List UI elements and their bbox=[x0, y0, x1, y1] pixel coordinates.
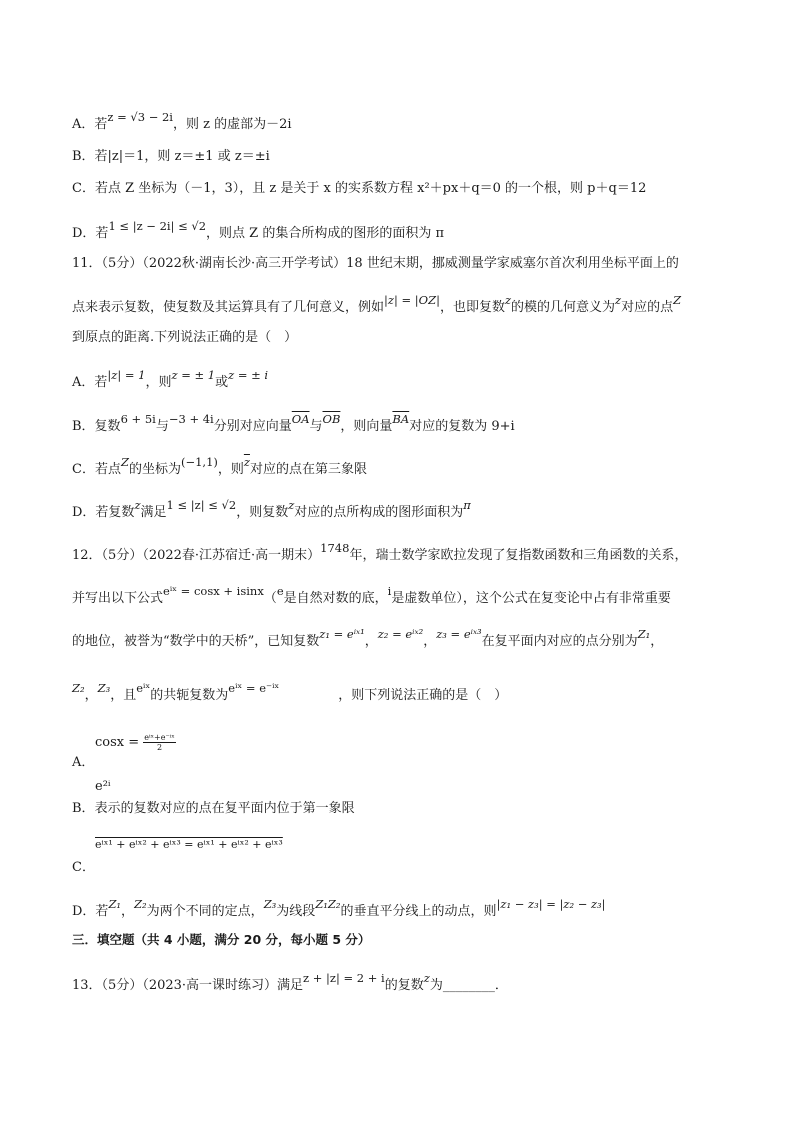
q12-l4-m1: Z₂ bbox=[72, 681, 85, 695]
q12-l2-b: （ bbox=[263, 591, 277, 606]
q12-d-m2: Z₂ bbox=[134, 897, 147, 911]
q11-b-m4: $\overline{OB}$ bbox=[322, 412, 341, 426]
q12-stem-line3 bbox=[72, 627, 664, 649]
q12-l4-m4: eⁱˣ = e⁻ⁱˣ bbox=[228, 681, 280, 695]
q12-l2-d: 是虚数单位），这个公式在复变论中占有非常重要 bbox=[391, 591, 671, 606]
q13-post: 为________． bbox=[429, 978, 508, 993]
q12-l1-a: 12．（5分）（2022春·江苏宿迁·高一期末） bbox=[72, 548, 321, 563]
q12-d-b: 为两个不同的定点， bbox=[146, 904, 264, 919]
q12-a-label: A． bbox=[72, 755, 95, 770]
q12-l2-m2: e bbox=[276, 584, 284, 598]
q11-l2-m2: z bbox=[504, 293, 512, 307]
q11-c-mid: 的坐标为 bbox=[128, 462, 181, 477]
q11-b-m5: $\overline{BA}$ bbox=[392, 412, 410, 426]
q11-stem-line2 bbox=[72, 293, 682, 315]
q11-l2-m4: Z bbox=[673, 293, 682, 307]
q11-option-b bbox=[72, 412, 515, 434]
q12-l4-m3: eⁱˣ bbox=[136, 681, 151, 695]
q11-c-m1: Z bbox=[120, 455, 129, 469]
q10-option-b bbox=[72, 145, 270, 164]
q11-option-d bbox=[72, 498, 471, 520]
q11-stem-line3 bbox=[72, 326, 297, 345]
q12-option-c-formula bbox=[95, 838, 283, 851]
section-title bbox=[72, 930, 370, 948]
q13-m2: z bbox=[423, 971, 430, 985]
q11-b-mid2: 分别对应向量 bbox=[213, 419, 292, 434]
q11-b-m2: −3 + 4i bbox=[168, 412, 214, 426]
q12-c-m1: eⁱˣ¹ + eⁱˣ² + eⁱˣ³ = eⁱˣ¹ + eⁱˣ² + eⁱˣ³ bbox=[95, 838, 283, 851]
q12-l1-m1: 1748 bbox=[320, 541, 350, 555]
q12-b-m1: e²ⁱ bbox=[95, 779, 111, 794]
q10-b-text: B．若|z|＝1，则 z＝±1 或 z＝±i bbox=[72, 149, 270, 164]
q11-stem-line1 bbox=[72, 252, 679, 271]
q12-l3-d: 在复平面内对应的点分别为 bbox=[481, 634, 638, 649]
q11-c-m2: (−1,1) bbox=[180, 455, 218, 469]
q12-l3-c: ， bbox=[423, 634, 437, 649]
q11-l2-d: 对应的点 bbox=[621, 300, 674, 315]
q10-option-a bbox=[72, 110, 292, 132]
q12-d-pre: D．若 bbox=[72, 904, 109, 919]
q12-option-b-formula bbox=[95, 779, 111, 794]
q11-d-m1: z bbox=[134, 498, 141, 512]
q11-c-mid2: ，则 bbox=[217, 462, 244, 477]
q13-mid: 的复数 bbox=[384, 978, 424, 993]
q10-a-pre: A．若 bbox=[72, 117, 108, 132]
q12-a-lhs: cosx = bbox=[95, 735, 140, 750]
q12-l3-m4: Z₁ bbox=[637, 627, 651, 641]
q11-l2-b: ，也即复数 bbox=[439, 300, 505, 315]
q12-b-post: 表示的复数对应的点在复平面内位于第一象限 bbox=[94, 801, 355, 816]
q12-l1-b: 年，瑞士数学家欧拉发现了复指数函数和三角函数的关系， bbox=[349, 548, 688, 563]
q12-d-a: ， bbox=[121, 904, 135, 919]
q12-b-label: B． bbox=[72, 801, 95, 816]
q12-l4-b: ，且 bbox=[110, 688, 137, 703]
q12-l3-m3: z₃ = eⁱˣ³ bbox=[436, 627, 482, 641]
q13-m1: z + |z| = 2 + i bbox=[303, 971, 385, 985]
q12-option-d bbox=[72, 897, 606, 919]
q11-d-m3: z bbox=[288, 498, 295, 512]
q12-option-a-label bbox=[72, 751, 94, 770]
q13-pre: 13．（5分）（2023·高一课时练习）满足 bbox=[72, 978, 304, 993]
q11-d-mid2: ，则复数 bbox=[236, 505, 289, 520]
q11-c-post: 对应的点在第三象限 bbox=[249, 462, 367, 477]
q11-b-mid: 与 bbox=[155, 419, 169, 434]
q12-l2-m1: eⁱˣ = cosx + isinx bbox=[163, 584, 264, 598]
q12-c-label: C． bbox=[72, 860, 95, 875]
q12-stem-line4 bbox=[72, 681, 508, 703]
q12-a-denominator: 2 bbox=[156, 743, 163, 752]
q11-a-pre: A．若 bbox=[72, 375, 108, 390]
q11-b-m3: $\overline{OA}$ bbox=[291, 412, 310, 426]
q11-b-post: 对应的复数为 9+i bbox=[409, 419, 515, 434]
q11-b-pre: B．复数 bbox=[72, 419, 121, 434]
q12-l3-m2: z₂ = eⁱˣ² bbox=[377, 627, 424, 641]
q12-l2-c: 是自然对数的底， bbox=[283, 591, 388, 606]
q11-l2-c: 的模的几何意义为 bbox=[511, 300, 616, 315]
q12-d-m3: Z₃ bbox=[263, 897, 277, 911]
q12-l3-e: ， bbox=[650, 634, 664, 649]
q11-option-c bbox=[72, 455, 367, 477]
q10-option-d bbox=[72, 219, 445, 241]
q10-d-math: 1 ≤ |z − 2i| ≤ √2 bbox=[108, 219, 207, 233]
q11-b-mid4: ，则向量 bbox=[340, 419, 393, 434]
q11-a-m3: z = ± i bbox=[228, 368, 269, 382]
q12-a-fraction bbox=[143, 733, 175, 752]
q12-option-b bbox=[72, 797, 355, 816]
q11-d-m4: π bbox=[463, 498, 471, 512]
q12-l3-m1: z₁ = eⁱˣ¹ bbox=[319, 627, 365, 641]
q10-a-post: ，则 z 的虚部为－2i bbox=[172, 117, 292, 132]
q12-l2-m3: i bbox=[387, 584, 392, 598]
q10-d-post: ，则点 Z 的集合所构成的图形的面积为 π bbox=[206, 226, 445, 241]
q11-d-pre: D．若复数 bbox=[72, 505, 135, 520]
q11-l2-m1: |z| = |OZ| bbox=[384, 293, 440, 307]
q11-a-mid: ，则 bbox=[145, 375, 172, 390]
q11-a-mid2: 或 bbox=[215, 375, 229, 390]
q12-d-c: 为线段 bbox=[276, 904, 316, 919]
q12-d-d: 的垂直平分线上的动点，则 bbox=[340, 904, 497, 919]
q11-a-m2: z = ± 1 bbox=[171, 368, 216, 382]
q10-option-c bbox=[72, 177, 646, 196]
q11-c-m3: $\overline{z}$ bbox=[243, 455, 250, 469]
q12-stem-line2 bbox=[72, 584, 671, 606]
q12-l4-d: ，则下列说法正确的是（ ） bbox=[338, 688, 508, 703]
q10-a-math: z = √3 − 2i bbox=[107, 110, 173, 124]
q11-d-mid3: 对应的点所构成的图形面积为 bbox=[294, 505, 464, 520]
q11-b-mid3: 与 bbox=[309, 419, 323, 434]
q12-option-a-formula bbox=[95, 733, 176, 752]
section-title-text: 三．填空题（共 4 小题，满分 20 分，每小题 5 分） bbox=[72, 932, 371, 947]
q12-l4-m2: Z₃ bbox=[97, 681, 111, 695]
q11-a-m1: |z| = 1 bbox=[107, 368, 146, 382]
q11-option-a bbox=[72, 368, 269, 390]
q11-l2-m3: z bbox=[615, 293, 622, 307]
q11-d-m2: 1 ≤ |z| ≤ √2 bbox=[166, 498, 237, 512]
q12-stem-line1 bbox=[72, 541, 688, 563]
q12-d-m5: |z₁ − z₃| = |z₂ − z₃| bbox=[496, 897, 606, 911]
q11-d-mid: 满足 bbox=[140, 505, 167, 520]
q12-a-numerator: eⁱˣ+e⁻ⁱˣ bbox=[144, 733, 175, 742]
q12-d-m4: Z₁Z₂ bbox=[315, 897, 341, 911]
q12-l2-a: 并写出以下公式 bbox=[72, 591, 164, 606]
q12-l3-b: ， bbox=[364, 634, 378, 649]
q11-b-m1: 6 + 5i bbox=[120, 412, 156, 426]
q11-line3-text: 到原点的距离.下列说法正确的是（ ） bbox=[72, 330, 298, 345]
q12-option-c-label bbox=[72, 856, 95, 875]
q10-d-pre: D．若 bbox=[72, 226, 109, 241]
q12-l3-a: 的地位，被誉为“数学中的天桥”，已知复数 bbox=[72, 634, 320, 649]
q12-l4-c: 的共轭复数为 bbox=[150, 688, 229, 703]
q12-d-m1: Z₁ bbox=[108, 897, 122, 911]
q11-c-pre: C．若点 bbox=[72, 462, 121, 477]
q10-c-text: C．若点 Z 坐标为（－1，3），且 z 是关于 x 的实系数方程 x²＋px＋q＝0 的一个根，则 p＋q＝12 bbox=[72, 181, 647, 196]
q13-stem bbox=[72, 971, 508, 993]
q12-l4-a: ， bbox=[84, 688, 98, 703]
q11-line1-text: 11．（5分）（2022秋·湖南长沙·高三开学考试）18 世纪末期，挪威测量学家威塞尔首次利用坐标平面上的 bbox=[72, 256, 679, 271]
q11-l2-a: 点来表示复数，使复数及其运算具有了几何意义，例如 bbox=[72, 300, 385, 315]
